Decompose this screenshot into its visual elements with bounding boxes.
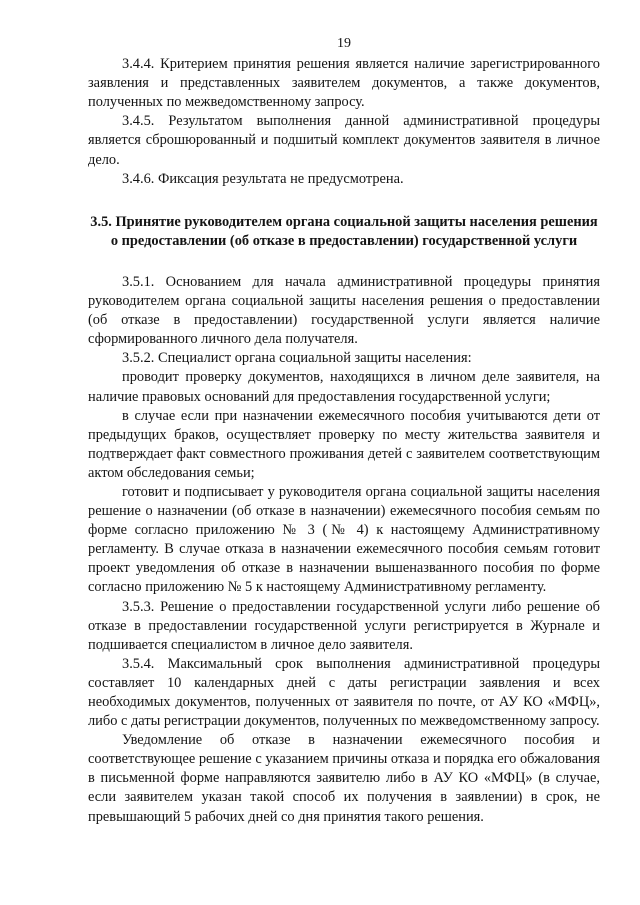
paragraph-refusal-notice: Уведомление об отказе в назначении ежемесячного пособия и соответствующее решение с указанием причины отказа и порядка его обжалования в письменной форме направляются заявителю либо в АУ КО «МФЦ» (в случае, если заявителем указан такой способ их получения в заявлении) в срок, не превышающий 5 рабочих дней со дня принятия такого решения. — [88, 732, 600, 825]
list-item-children-check: в случае если при назначении ежемесячного пособия учитываются дети от предыдущих браков, осуществляет проверку по месту жительства заявителя и подтверждает факт совместного проживания детей с заявителем соответствующим актом обследования семьи; — [88, 407, 600, 481]
page-number: 19 — [337, 36, 351, 51]
paragraph-3-5-1: 3.5.1. Основанием для начала административной процедуры принятия руководителем органа социальной защиты населения решения о предоставлении (об отказе в предоставлении) государственной услуги является наличие сформированного личного дела получателя. — [88, 273, 600, 348]
paragraph-3-4-5: 3.4.5. Результатом выполнения данной административной процедуры является сброшюрованный и подшитый комплект документов заявителя в личное дело. — [88, 113, 600, 168]
section-heading: 3.5. Принятие руководителем органа социальной защиты населения решения о предоставлении (об отказе в предоставлении) государственной услуги — [90, 213, 598, 249]
paragraph-3-5-2: 3.5.2. Специалист органа социальной защиты населения: — [122, 350, 472, 367]
paragraph-3-4-6: 3.4.6. Фиксация результата не предусмотрена. — [122, 170, 404, 187]
list-item-check-documents: проводит проверку документов, находящихся в личном деле заявителя, на наличие правовых оснований для предоставления государственной услуги; — [88, 369, 600, 405]
list-item-prepare-decision: готовит и подписывает у руководителя органа социальной защиты населения решение о назначении (об отказе в назначении) ежемесячного пособия семьям по форме согласно приложению № 3 (№ 4) к настоящему Административному регламенту. В случае отказа в назначении ежемесячного пособия семьям готовит проект уведомления об отказе в назначении вышеназванного пособия по форме согласно приложению № 5 к настоящему Административному регламенту. — [88, 483, 600, 596]
paragraph-3-5-3: 3.5.3. Решение о предоставлении государственной услуги либо решение об отказе в предоставлении государственной услуги регистрируется в Журнале и подшивается специалистом в личное дело заявителя. — [88, 598, 600, 653]
paragraph-3-5-4: 3.5.4. Максимальный срок выполнения административной процедуры составляет 10 календарных дней с даты регистрации заявления и всех необходимых документов, полученных от заявителя по почте, от АУ КО «МФЦ», либо с даты регистрации документов, полученных по межведомственному запросу. — [88, 655, 600, 730]
paragraph-3-4-4: 3.4.4. Критерием принятия решения является наличие зарегистрированного заявления и представленных заявителем документов, а также документов, полученных по межведомственному запросу. — [88, 56, 600, 111]
